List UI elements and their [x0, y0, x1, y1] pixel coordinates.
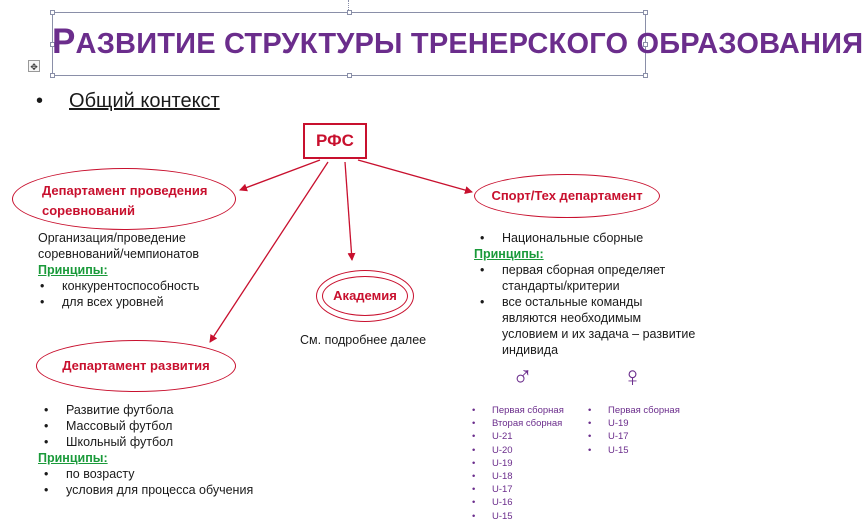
competitions-block: [38, 230, 199, 310]
list-item: • Развитие футбола: [38, 402, 253, 418]
list-item: • U-17: [588, 430, 680, 443]
list-item: • все остальные команды являются необходимым условием и их задача – развитие индивида: [474, 294, 695, 358]
list-item: • Школьный футбол: [38, 434, 253, 450]
list-item: • U-20: [472, 444, 564, 457]
list-item: • Массовый футбол: [38, 418, 253, 434]
competitions-desc: соревнований/чемпионатов: [38, 247, 200, 261]
list-item: • U-15: [472, 510, 564, 523]
move-anchor-icon[interactable]: ✥: [28, 60, 40, 72]
rfs-node: РФС: [303, 123, 367, 159]
female-teams-list: [588, 404, 680, 457]
list-item: • первая сборная определяет стандарты/критерии: [474, 262, 695, 294]
female-icon: ♀: [622, 361, 643, 392]
context-heading: • Общий контекст: [36, 90, 220, 112]
arrow-to-competitions: [240, 160, 320, 190]
list-item: • Национальные сборные: [474, 230, 695, 246]
sport-tech-label: Спорт/Тех департамент: [491, 188, 643, 203]
principles-label: Принципы:: [38, 263, 108, 277]
list-item: • U-18: [472, 470, 564, 483]
list-item: • U-21: [472, 430, 564, 443]
list-item: • U-17: [472, 483, 564, 496]
academy-note: См. подробнее далее: [300, 333, 427, 347]
academy-label: Академия: [333, 288, 397, 303]
male-icon: ♂: [512, 361, 533, 392]
development-label: Департамент развития: [62, 358, 210, 373]
list-item: • U-19: [472, 457, 564, 470]
sport-tech-block: [474, 230, 695, 358]
male-teams-list: [472, 404, 564, 523]
competitions-label: Департамент проведения соревнований: [42, 183, 208, 218]
list-item: • Первая сборная: [472, 404, 564, 417]
arrow-to-academy: [345, 162, 352, 260]
competitions-desc: Организация/проведение: [38, 231, 186, 245]
list-item: • Вторая сборная: [472, 417, 564, 430]
page-title: РАЗВИТИЕ СТРУКТУРЫ ТРЕНЕРСКОГО ОБРАЗОВАНИЯ: [52, 22, 863, 61]
list-item: • U-19: [588, 417, 680, 430]
principles-label: Принципы:: [38, 451, 108, 465]
list-item: • конкурентоспособность: [34, 278, 199, 294]
list-item: • Первая сборная: [588, 404, 680, 417]
list-item: • по возрасту: [38, 466, 253, 482]
list-item: • U-15: [588, 444, 680, 457]
list-item: • U-16: [472, 496, 564, 509]
arrow-to-sport-tech: [358, 160, 472, 192]
principles-label: Принципы:: [474, 247, 544, 261]
list-item: • условия для процесса обучения: [38, 482, 253, 498]
development-block: [38, 402, 253, 498]
list-item: • для всех уровней: [34, 294, 199, 310]
